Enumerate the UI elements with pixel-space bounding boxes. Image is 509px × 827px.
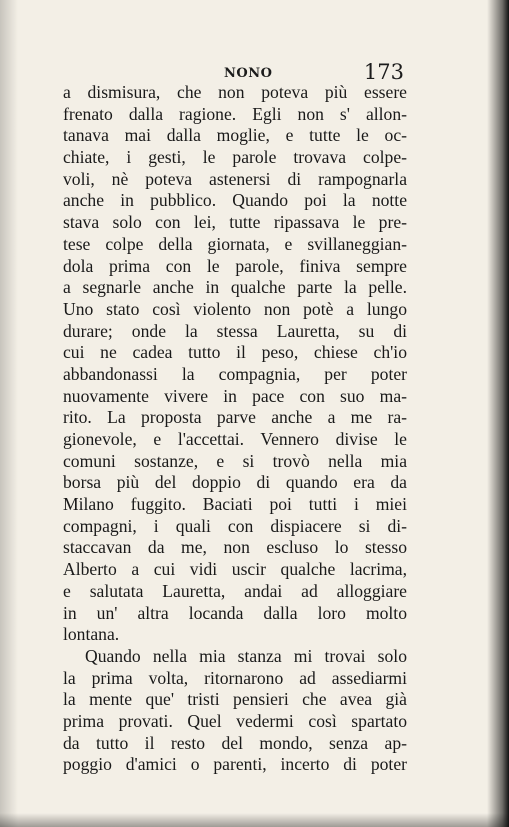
- body-text: [63, 82, 407, 776]
- text-line: e salutata Lauretta, andai ad alloggiare: [63, 580, 407, 601]
- text-line: cui ne cadea tutto il peso, chiese ch'io: [63, 342, 407, 363]
- text-line: frenato dalla ragione. Egli non s' allon-: [63, 103, 407, 124]
- text-line: staccavan da me, non escluso lo stesso: [63, 537, 407, 558]
- text-line: stava solo con lei, tutte ripassava le pre-: [63, 212, 407, 233]
- text-line: Uno stato così violento non potè a lungo: [63, 298, 407, 319]
- text-line: poggio d'amici o parenti, incerto di poter: [63, 754, 407, 775]
- text-line: Quando nella mia stanza mi trovai solo: [85, 645, 407, 666]
- gutter-shadow: [0, 0, 18, 827]
- running-head: NONO: [224, 66, 273, 81]
- text-line: la mente que' tristi pensieri che avea già: [63, 689, 407, 710]
- paragraph-2: [63, 646, 407, 776]
- text-line: tese colpe della giornata, e svillaneggian-: [63, 233, 407, 254]
- text-line: da tutto il resto del mondo, senza ap-: [63, 732, 407, 753]
- text-line: anche in pubblico. Quando poi la notte: [63, 190, 407, 211]
- paragraph-1: [63, 82, 407, 646]
- text-line: lontana.: [63, 624, 120, 645]
- text-line: dola prima con le parole, finiva sempre: [63, 255, 407, 276]
- text-line: a dismisura, che non poteva più essere: [63, 82, 407, 102]
- text-line: nuovamente vivere in pace con suo ma-: [63, 385, 407, 406]
- text-line: in un' altra locanda dalla loro molto: [63, 602, 407, 623]
- text-line: chiate, i gesti, le parole trovava colpe-: [63, 147, 407, 168]
- text-line: prima provati. Quel vedermi così spartato: [63, 710, 407, 731]
- text-line: borsa più del doppio di quando era da: [63, 472, 407, 493]
- text-line: la prima volta, ritornarono ad assediarmi: [63, 667, 407, 688]
- text-line: gionevole, e l'accettai. Vennero divise le: [63, 429, 407, 449]
- right-page-edge: [487, 0, 509, 827]
- text-line: tanava mai dalla moglie, e tutte le oc-: [63, 125, 407, 146]
- bottom-page-edge: [0, 813, 509, 827]
- text-line: voli, nè poteva astenersi di rampognarla: [63, 168, 407, 189]
- text-line: durare; onde la stessa Lauretta, su di: [63, 320, 407, 341]
- text-line: comuni sostanze, e si trovò nella mia: [63, 450, 407, 471]
- text-line: rito. La proposta parve anche a me ra-: [63, 407, 407, 428]
- text-line: Milano fuggito. Baciati poi tutti i miei: [63, 494, 407, 515]
- text-line: Alberto a cui vidi uscir qualche lacrima,: [63, 559, 407, 580]
- text-line: abbandonassi la compagnia, per poter: [63, 363, 407, 384]
- text-line: a segnarle anche in qualche parte la pelle.: [63, 277, 407, 298]
- text-line: compagni, i quali con dispiacere si di-: [63, 515, 407, 536]
- page-number: 173: [363, 60, 404, 84]
